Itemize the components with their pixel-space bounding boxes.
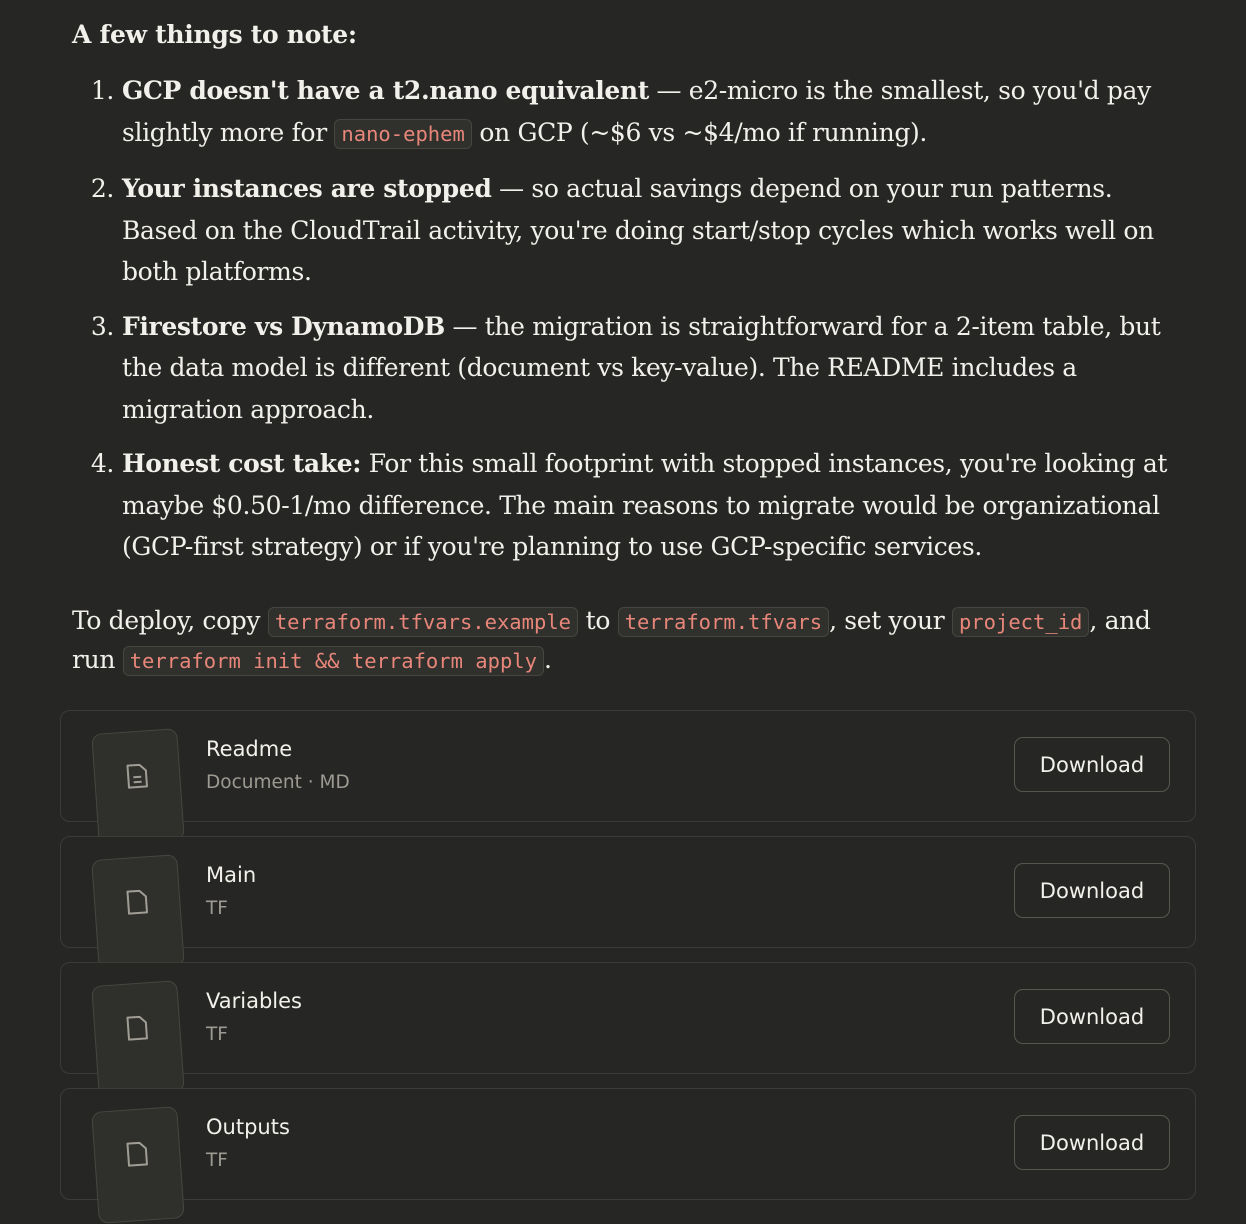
- section-heading: A few things to note:: [72, 20, 357, 49]
- download-button[interactable]: Download: [1014, 1115, 1170, 1170]
- note-text: For this small footprint with stopped instances, you're looking at maybe $0.50-1/mo difference. The main reasons to migrate would be organizational (GCP-first strategy) or if you're planning to use GCP-specific services.: [122, 449, 1168, 561]
- inline-code: project_id: [952, 607, 1089, 637]
- note-bold-lead: Honest cost take:: [122, 449, 362, 478]
- file-card-variables[interactable]: [60, 962, 1196, 1074]
- message-content: [72, 14, 1172, 680]
- note-item: [72, 443, 1172, 568]
- deploy-text: , and run: [72, 605, 1151, 674]
- file-type: TF: [206, 898, 228, 919]
- note-text: — the migration is straightforward for a 2-item table, but the data model is different (document vs key-value). The README includes a migration approach.: [122, 311, 1161, 424]
- file-icon: [124, 887, 150, 917]
- deploy-text: .: [544, 644, 552, 674]
- note-bold-lead: Firestore vs DynamoDB: [122, 311, 445, 341]
- file-type: Document · MD: [206, 772, 350, 793]
- list-number: 2.: [90, 174, 114, 203]
- document-lines-icon: [124, 761, 150, 791]
- inline-code: terraform.tfvars.example: [268, 607, 578, 637]
- file-thumbnail: [91, 728, 185, 846]
- download-button[interactable]: Download: [1014, 989, 1170, 1044]
- file-thumbnail: [91, 854, 185, 972]
- list-number: 4.: [90, 449, 114, 478]
- file-type: TF: [206, 1024, 228, 1045]
- list-number: 3.: [90, 311, 114, 341]
- deploy-text: to: [578, 605, 618, 635]
- file-card-main[interactable]: [60, 836, 1196, 948]
- file-thumbnail: [91, 980, 185, 1098]
- file-title: Main: [206, 863, 257, 887]
- note-item: [72, 70, 1172, 155]
- file-title: Variables: [206, 989, 302, 1013]
- file-title: Readme: [206, 737, 293, 761]
- deploy-instructions: [72, 602, 1172, 680]
- file-icon: [124, 1013, 150, 1043]
- note-bold-lead: Your instances are stopped: [122, 174, 492, 203]
- file-type: TF: [206, 1150, 228, 1171]
- file-thumbnail: [91, 1106, 185, 1224]
- download-button[interactable]: Download: [1014, 863, 1170, 918]
- note-bold-lead: GCP doesn't have a t2.nano equivalent: [122, 76, 649, 105]
- file-icon: [124, 1139, 150, 1169]
- note-text: — e2-micro is the smallest, so you'd pay slightly more for: [122, 76, 1151, 147]
- file-title: Outputs: [206, 1115, 290, 1139]
- download-button[interactable]: Download: [1014, 737, 1170, 792]
- note-text: — so actual savings depend on your run patterns. Based on the CloudTrail activity, you're doing start/stop cycles which works well on both platforms.: [122, 174, 1154, 286]
- inline-code: nano-ephem: [334, 119, 471, 149]
- notes-list: [72, 70, 1172, 568]
- file-card-readme[interactable]: [60, 710, 1196, 822]
- inline-code: terraform.tfvars: [618, 607, 829, 637]
- inline-code: terraform init && terraform apply: [123, 646, 544, 676]
- file-attachments: [60, 710, 1196, 1214]
- note-item: [72, 168, 1172, 293]
- deploy-text: , set your: [829, 605, 952, 635]
- deploy-text: To deploy, copy: [72, 605, 268, 635]
- note-item: [72, 306, 1172, 431]
- list-number: 1.: [90, 76, 114, 105]
- note-text: on GCP (~$6 vs ~$4/mo if running).: [471, 117, 927, 147]
- file-card-outputs[interactable]: [60, 1088, 1196, 1200]
